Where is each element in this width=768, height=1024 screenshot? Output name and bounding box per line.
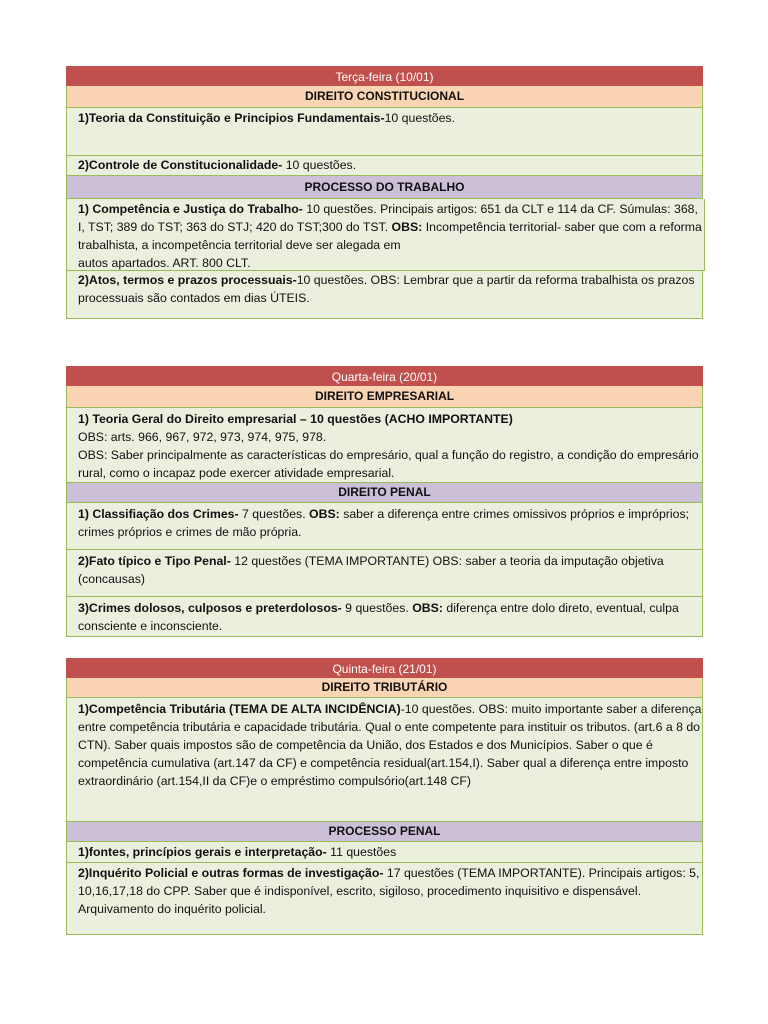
- topic-cell: [66, 408, 703, 483]
- topic-cell: [66, 597, 703, 637]
- topic-text: 10 questões.: [282, 158, 357, 172]
- topic-text: 10 questões.: [384, 111, 455, 125]
- topic-title: 1) Competência e Justiça do Trabalho-: [78, 202, 303, 216]
- topic-text-line: OBS: Saber principalmente as características do empresário, qual a função do registro, a condição do empresário rural, como o incapaz pode exercer atividade empresarial.: [78, 448, 699, 480]
- topic-text-line: autos apartados. ART. 800 CLT.: [78, 256, 251, 270]
- subject-header: DIREITO TRIBUTÁRIO: [66, 678, 703, 698]
- schedule-table-wednesday: [66, 366, 703, 637]
- obs-label: OBS:: [391, 220, 423, 234]
- topic-title: 2)Fato típico e Tipo Penal-: [78, 554, 231, 568]
- topic-title: 1)Competência Tributária (TEMA DE ALTA INCIDÊNCIA): [78, 702, 401, 716]
- obs-text: saber a diferença entre crimes omissivos próprios e impróprios; crimes próprios e crimes de mão própria.: [78, 507, 690, 539]
- schedule-table-thursday: [66, 658, 703, 935]
- topic-cell: [66, 199, 705, 271]
- topic-cell: [66, 550, 703, 597]
- topic-text-line: OBS: arts. 966, 967, 972, 973, 974, 975, 978.: [78, 430, 327, 444]
- topic-title: 3)Crimes dolosos, culposos e preterdolosos-: [78, 601, 342, 615]
- day-header: Quinta-feira (21/01): [66, 658, 703, 678]
- topic-cell: [66, 271, 703, 319]
- subject-header: PROCESSO DO TRABALHO: [66, 176, 703, 199]
- topic-cell: [66, 863, 703, 935]
- topic-title: 1) Teoria Geral do Direito empresarial – 10 questões (ACHO IMPORTANTE): [78, 412, 513, 426]
- topic-text: 12 questões (TEMA IMPORTANTE) OBS: saber a teoria da imputação objetiva (concausas): [78, 554, 664, 586]
- topic-cell: [66, 503, 703, 550]
- topic-title: 2)Inquérito Policial e outras formas de investigação-: [78, 866, 384, 880]
- topic-text: 9 questões.: [341, 601, 413, 615]
- topic-cell: [66, 156, 703, 176]
- topic-title: 2)Atos, termos e prazos processuais-: [78, 273, 297, 287]
- topic-text: 10 questões. Principais artigos: 651 da CLT e 114 da CF. Súmulas: 368, I, TST; 389 do TST; 363 do STJ; 420 do TST;300 do TST.: [78, 202, 698, 234]
- topic-cell: [66, 698, 703, 822]
- topic-text: 17 questões (TEMA IMPORTANTE). Principais artigos: 5, 10,16,17,18 do CPP. Saber que é indisponível, escrito, sigiloso, procedimento inquisitivo e dispensável. Arquivamento do inquérito policial.: [78, 866, 700, 916]
- obs-label: OBS:: [412, 601, 443, 615]
- topic-text: 11 questões: [326, 845, 397, 859]
- topic-text: 7 questões.: [238, 507, 310, 521]
- day-header: Quarta-feira (20/01): [66, 366, 703, 386]
- topic-title: 1) Classifiação dos Crimes-: [78, 507, 239, 521]
- obs-label: OBS:: [309, 507, 340, 521]
- topic-title: 2)Controle de Constitucionalidade-: [78, 158, 283, 172]
- obs-text: Incompetência territorial- saber que com a reforma trabalhista, a incompetência territorial deve ser alegada em: [78, 220, 702, 252]
- obs-text: diferença entre dolo direto, eventual, culpa consciente e inconsciente.: [78, 601, 679, 633]
- topic-text: 10 questões. OBS: Lembrar que a partir da reforma trabalhista os prazos processuais são contados em dias ÚTEIS.: [78, 273, 695, 305]
- subject-header: PROCESSO PENAL: [66, 822, 703, 842]
- day-header: Terça-feira (10/01): [66, 66, 703, 86]
- subject-header: DIREITO CONSTITUCIONAL: [66, 86, 703, 108]
- topic-cell: [66, 842, 703, 863]
- subject-header: DIREITO PENAL: [66, 483, 703, 503]
- schedule-table-tuesday: [66, 66, 703, 319]
- subject-header: DIREITO EMPRESARIAL: [66, 386, 703, 408]
- topic-title: 1)fontes, princípios gerais e interpretação-: [78, 845, 327, 859]
- topic-cell: [66, 108, 703, 156]
- topic-title: 1)Teoria da Constituição e Principios Fundamentais-: [78, 111, 385, 125]
- topic-text: -10 questões. OBS: muito importante saber a diferença entre competência tributária e capacidade tributária. Qual o ente competente para instituir os tributos. (art.6 a 8 do CTN). Saber quais impostos são de competência da União, dos Estados e dos Municípios. Saber o que é competência cumulativa (art.147 da CF) e competência residual(art.154,I). Saber qual a diferença entre imposto extraordinário (art.154,II da CF)e o empréstimo compulsório(art.148 CF): [78, 702, 702, 788]
